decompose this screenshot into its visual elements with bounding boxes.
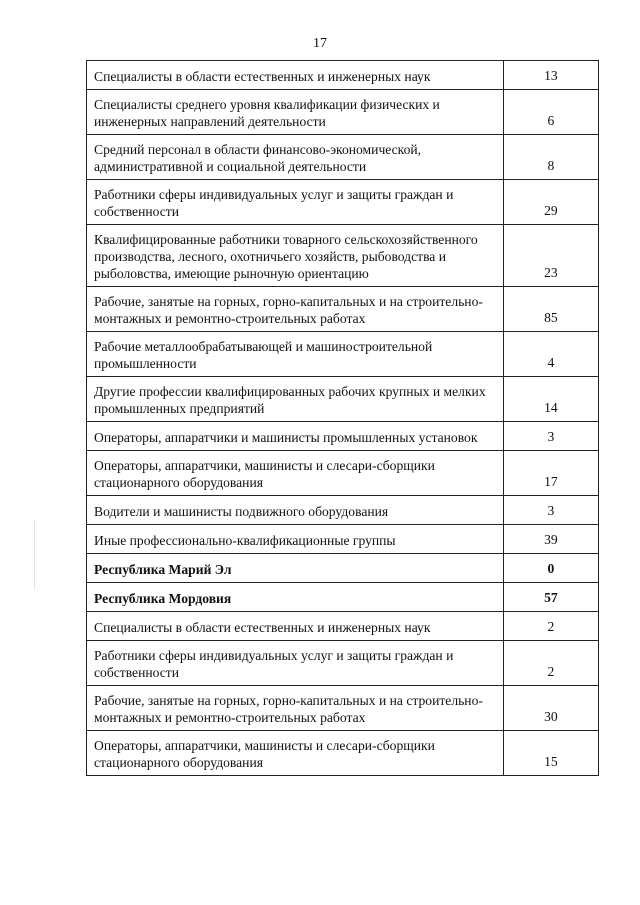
occupation-group-cell: Специалисты в области естественных и инженерных наук — [87, 612, 504, 641]
occupation-group-cell: Рабочие, занятые на горных, горно-капитальных и на строительно-монтажных и ремонтно-строительных работах — [87, 686, 504, 731]
occupation-group-cell: Работники сферы индивидуальных услуг и защиты граждан и собственности — [87, 641, 504, 686]
table-row — [87, 731, 599, 776]
quota-table — [86, 60, 599, 776]
region-total-cell: 0 — [503, 554, 598, 583]
region-total-cell: 57 — [503, 583, 598, 612]
table-row — [87, 332, 599, 377]
quota-value-cell: 4 — [503, 332, 598, 377]
quota-value-cell: 14 — [503, 377, 598, 422]
page-number: 17 — [313, 36, 327, 51]
quota-value-cell: 13 — [503, 61, 598, 90]
table-row — [87, 451, 599, 496]
quota-value-cell: 3 — [503, 496, 598, 525]
quota-value-cell: 39 — [503, 525, 598, 554]
occupation-group-cell: Операторы, аппаратчики, машинисты и слесари-сборщики стационарного оборудования — [87, 731, 504, 776]
table-row — [87, 612, 599, 641]
region-name-cell: Республика Марий Эл — [87, 554, 504, 583]
table-row — [87, 422, 599, 451]
occupation-group-cell: Средний персонал в области финансово-экономической, административной и социальной деятельности — [87, 135, 504, 180]
table-row — [87, 377, 599, 422]
table-row — [87, 496, 599, 525]
table-row — [87, 686, 599, 731]
quota-value-cell: 29 — [503, 180, 598, 225]
table-row — [87, 61, 599, 90]
table-row — [87, 135, 599, 180]
table-row — [87, 641, 599, 686]
quota-value-cell: 15 — [503, 731, 598, 776]
quota-value-cell: 6 — [503, 90, 598, 135]
occupation-group-cell: Квалифицированные работники товарного сельскохозяйственного производства, лесного, охотничьего хозяйств, рыбоводства и рыболовства, имеющие рыночную ориентацию — [87, 225, 504, 287]
quota-value-cell: 85 — [503, 287, 598, 332]
occupation-group-cell: Операторы, аппаратчики и машинисты промышленных установок — [87, 422, 504, 451]
table-row — [87, 90, 599, 135]
occupation-group-cell: Специалисты в области естественных и инженерных наук — [87, 61, 504, 90]
table-row — [87, 525, 599, 554]
table-row — [87, 225, 599, 287]
quota-value-cell: 3 — [503, 422, 598, 451]
occupation-group-cell: Специалисты среднего уровня квалификации физических и инженерных направлений деятельности — [87, 90, 504, 135]
occupation-group-cell: Работники сферы индивидуальных услуг и защиты граждан и собственности — [87, 180, 504, 225]
region-name-cell: Республика Мордовия — [87, 583, 504, 612]
quota-value-cell: 30 — [503, 686, 598, 731]
quota-table-body — [87, 61, 599, 776]
occupation-group-cell: Другие профессии квалифицированных рабочих крупных и мелких промышленных предприятий — [87, 377, 504, 422]
region-row — [87, 583, 599, 612]
table-row — [87, 180, 599, 225]
table-row — [87, 287, 599, 332]
region-row — [87, 554, 599, 583]
margin-scan-mark — [34, 520, 35, 590]
occupation-group-cell: Операторы, аппаратчики, машинисты и слесари-сборщики стационарного оборудования — [87, 451, 504, 496]
occupation-group-cell: Иные профессионально-квалификационные группы — [87, 525, 504, 554]
quota-value-cell: 17 — [503, 451, 598, 496]
occupation-group-cell: Рабочие, занятые на горных, горно-капитальных и на строительно-монтажных и ремонтно-строительных работах — [87, 287, 504, 332]
occupation-group-cell: Рабочие металлообрабатывающей и машиностроительной промышленности — [87, 332, 504, 377]
occupation-group-cell: Водители и машинисты подвижного оборудования — [87, 496, 504, 525]
quota-value-cell: 8 — [503, 135, 598, 180]
quota-value-cell: 2 — [503, 641, 598, 686]
quota-value-cell: 2 — [503, 612, 598, 641]
quota-value-cell: 23 — [503, 225, 598, 287]
